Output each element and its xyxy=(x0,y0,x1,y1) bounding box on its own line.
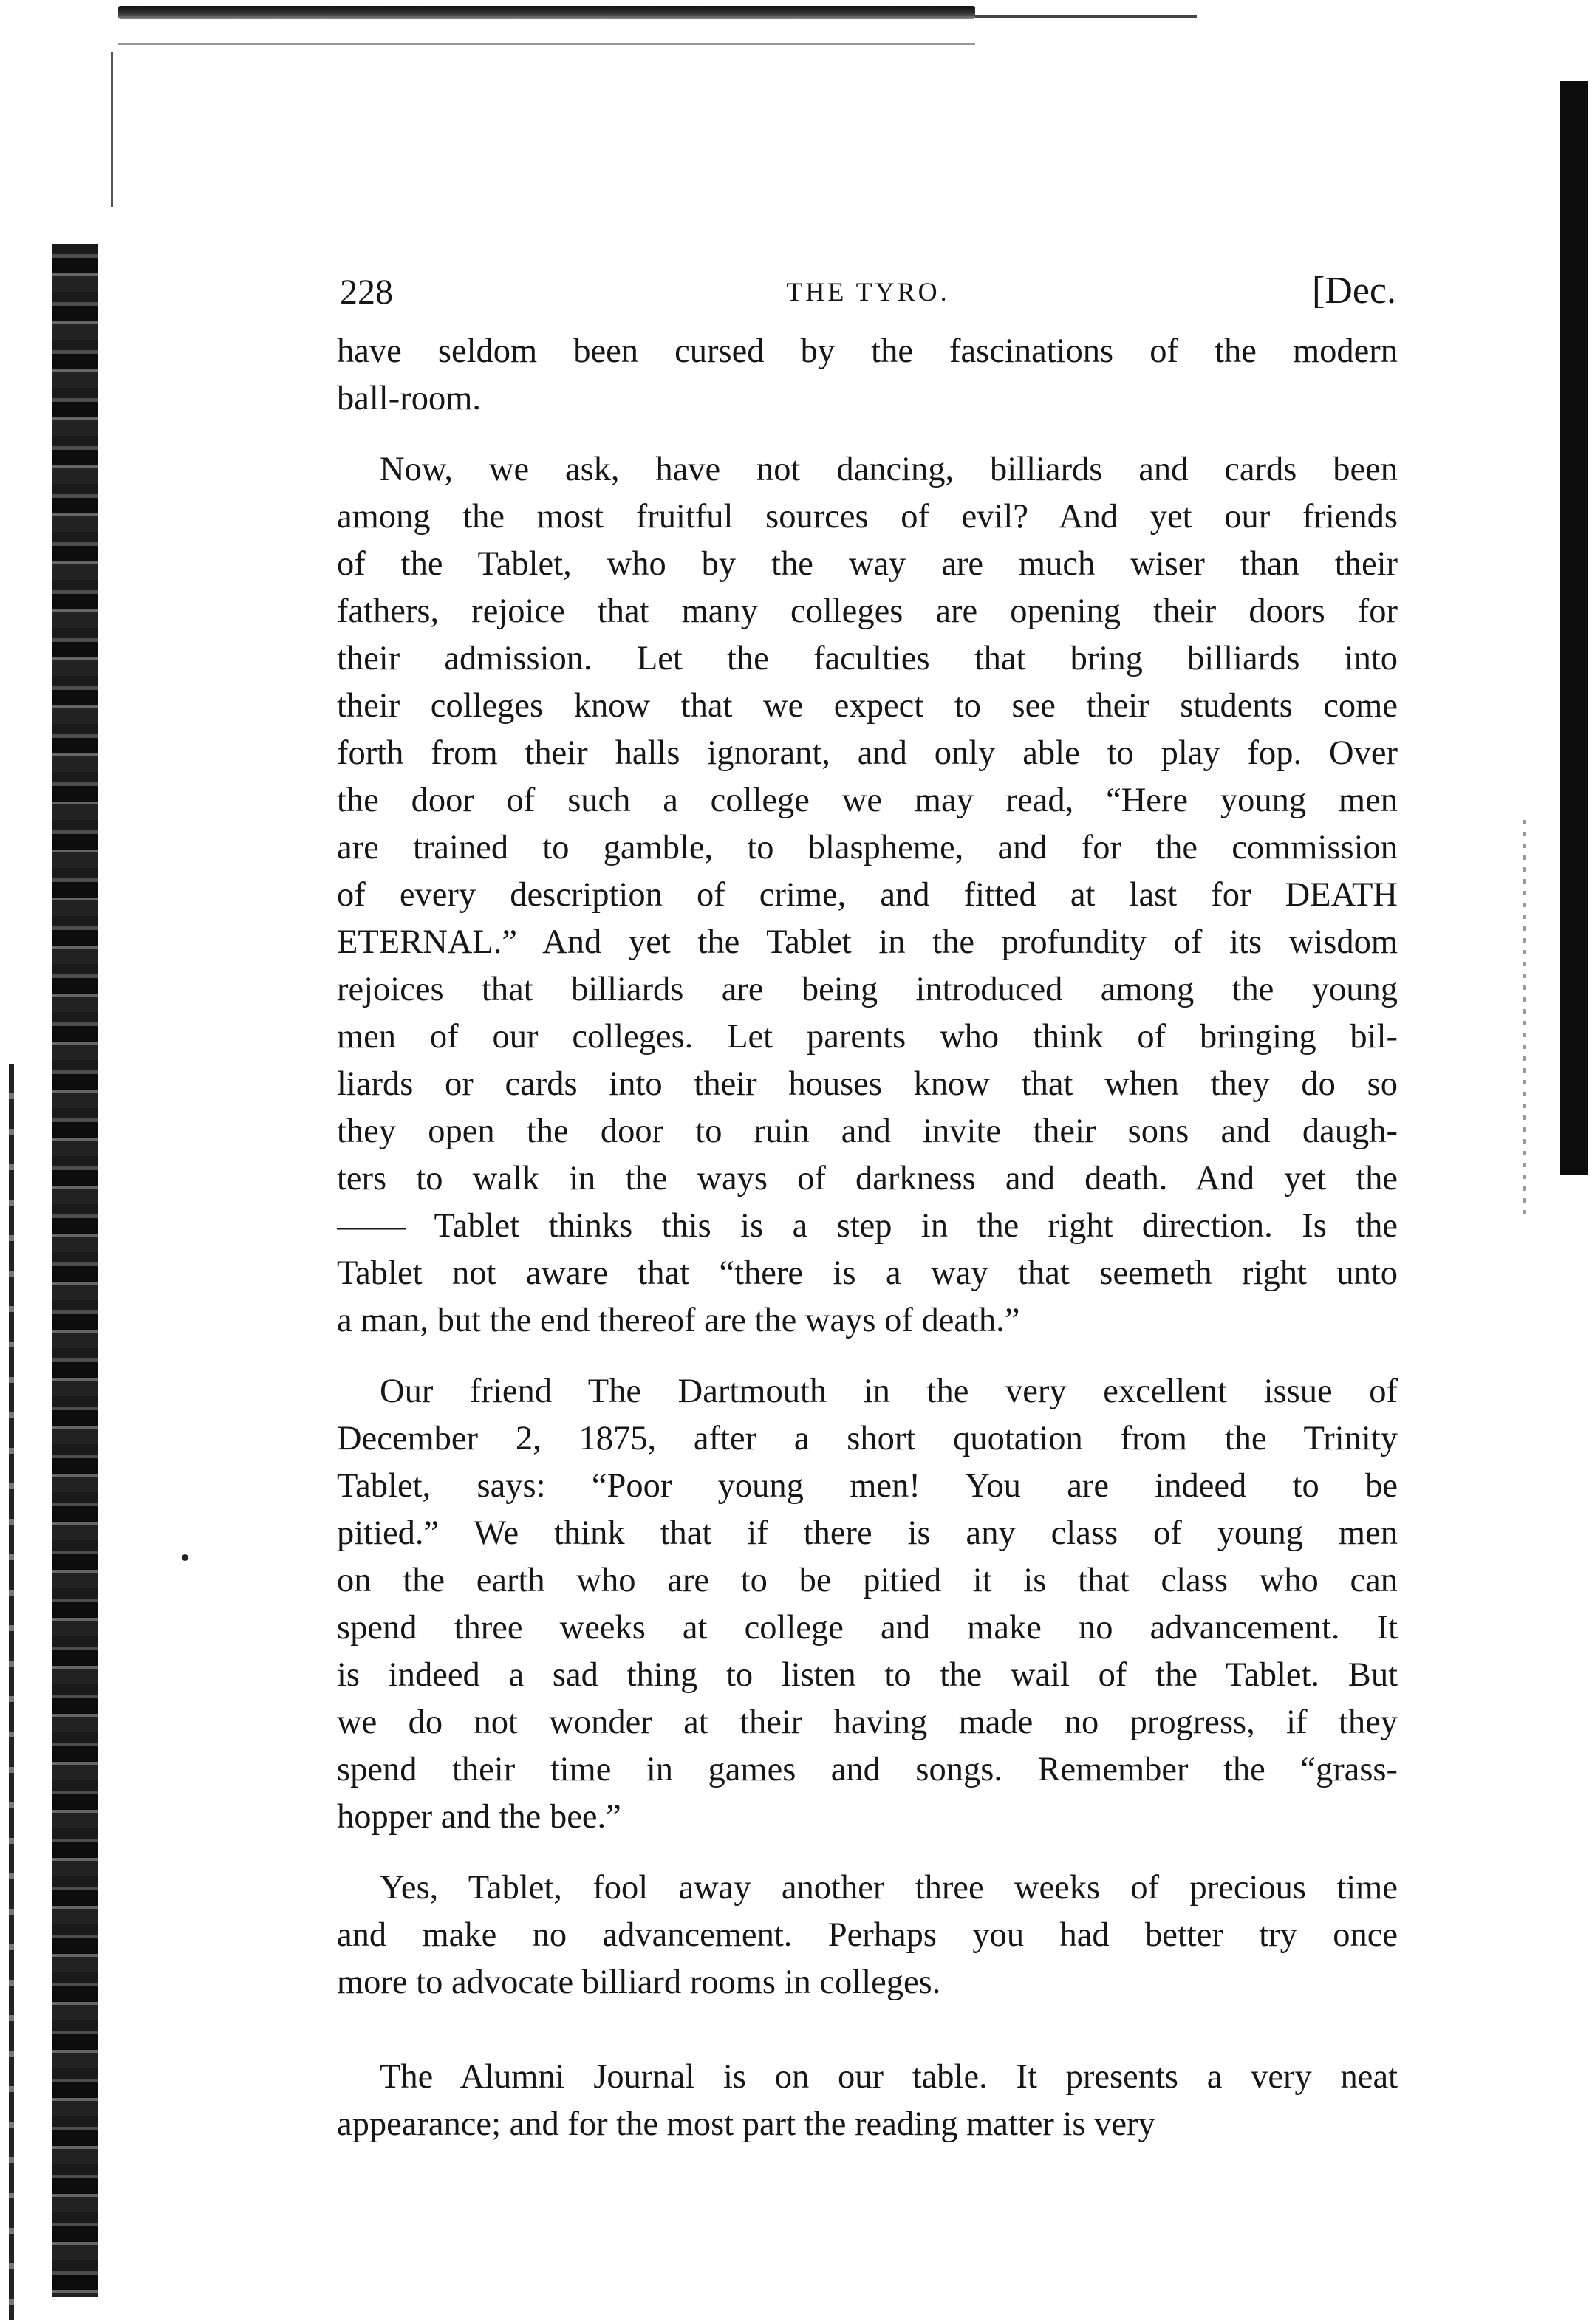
text-line: among the most fruitful sources of evil? And yet our friends xyxy=(337,498,1398,536)
text-line: have seldom been cursed by the fascinations of the modern xyxy=(337,332,1398,370)
text-line: more to advocate billiard rooms in colleges. xyxy=(337,1964,941,2001)
paragraph-gap xyxy=(337,2006,1398,2054)
scan-stray-dot xyxy=(182,1554,188,1561)
body-text xyxy=(337,328,1398,2148)
scan-top-rule xyxy=(118,6,975,19)
scan-left-margin-line xyxy=(111,52,113,207)
text-line: the door of such a college we may read, “Here young men xyxy=(337,782,1398,819)
paragraph-gap xyxy=(337,423,1398,446)
scan-top-hairline xyxy=(118,43,975,45)
text-line: —— Tablet thinks this is a step in the right direction. Is the xyxy=(337,1207,1398,1245)
text-line: ters to walk in the ways of darkness and death. And yet the xyxy=(337,1160,1398,1197)
text-line: a man, but the end thereof are the ways of death.” xyxy=(337,1302,1020,1339)
text-line: rejoices that billiards are being introduced among the young xyxy=(337,971,1398,1008)
text-line: spend their time in games and songs. Remember the “grass- xyxy=(337,1751,1398,1788)
running-head xyxy=(340,272,1396,316)
text-line: their colleges know that we expect to see their students come xyxy=(337,687,1398,725)
text-line: of every description of crime, and fitted at last for DEATH xyxy=(337,876,1398,914)
text-line: hopper and the bee.” xyxy=(337,1798,621,1836)
text-line: men of our colleges. Let parents who think of bringing bil- xyxy=(337,1018,1398,1056)
text-line: they open the door to ruin and invite their sons and daugh- xyxy=(337,1113,1398,1150)
text-line: fathers, rejoice that many colleges are opening their doors for xyxy=(337,592,1398,630)
text-line: ball-room. xyxy=(337,380,481,417)
scan-right-faint-line xyxy=(1523,820,1526,1219)
paragraph-gap xyxy=(337,1841,1398,1865)
text-line: their admission. Let the faculties that bring billiards into xyxy=(337,640,1398,677)
text-line: ETERNAL.” And yet the Tablet in the profundity of its wisdom xyxy=(337,923,1398,961)
scan-right-edge-bar xyxy=(1560,81,1588,1175)
scan-top-rule-tail xyxy=(975,15,1197,18)
text-line: are trained to gamble, to blaspheme, and for the commission xyxy=(337,829,1398,867)
text-line: spend three weeks at college and make no advancement. It xyxy=(337,1609,1398,1647)
text-line: liards or cards into their houses know that when they do so xyxy=(337,1065,1398,1103)
text-line: Tablet, says: “Poor young men! You are indeed to be xyxy=(337,1467,1398,1505)
text-line: Tablet not aware that “there is a way that seemeth right unto xyxy=(337,1254,1398,1292)
page-number: 228 xyxy=(340,273,393,312)
text-line: is indeed a sad thing to listen to the wail of the Tablet. But xyxy=(337,1656,1398,1694)
text-line: on the earth who are to be pitied it is that class who can xyxy=(337,1562,1398,1599)
text-line: Yes, Tablet, fool away another three weeks of precious time xyxy=(380,1869,1398,1907)
running-title: THE TYRO. xyxy=(786,277,950,307)
text-line: appearance; and for the most part the reading matter is very xyxy=(337,2105,1155,2143)
running-month: [Dec. xyxy=(1311,270,1396,312)
text-line: forth from their halls ignorant, and only able to play fop. Over xyxy=(337,734,1398,772)
paragraph-gap xyxy=(337,1344,1398,1368)
text-line: of the Tablet, who by the way are much wiser than their xyxy=(337,545,1398,583)
text-line: we do not wonder at their having made no progress, if they xyxy=(337,1703,1398,1741)
text-line: Our friend The Dartmouth in the very excellent issue of xyxy=(380,1373,1398,1410)
scan-gutter-line xyxy=(9,1064,14,2320)
text-line: The Alumni Journal is on our table. It presents a very neat xyxy=(380,2058,1398,2096)
text-line: and make no advancement. Perhaps you had better try once xyxy=(337,1916,1398,1954)
text-line: December 2, 1875, after a short quotation from the Trinity xyxy=(337,1420,1398,1457)
scan-gutter-shadow xyxy=(52,244,98,2297)
text-line: pitied.” We think that if there is any class of young men xyxy=(337,1514,1398,1552)
text-line: Now, we ask, have not dancing, billiards and cards been xyxy=(380,451,1398,488)
